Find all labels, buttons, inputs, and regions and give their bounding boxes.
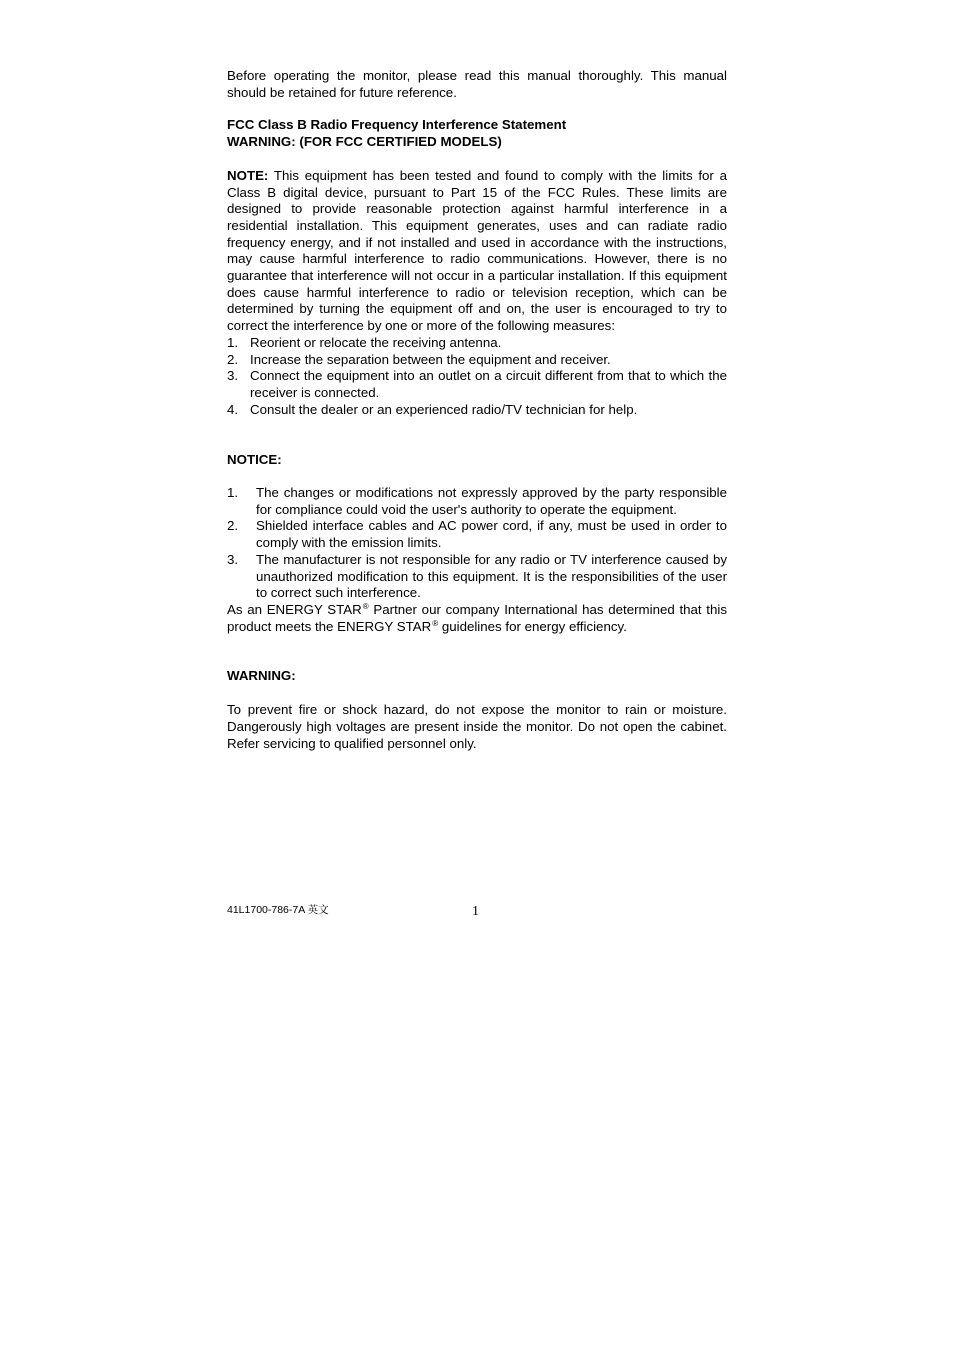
list-item-number: 1. bbox=[227, 334, 239, 350]
list-item bbox=[227, 402, 727, 419]
note-paragraph bbox=[227, 168, 727, 335]
list-item-number: 4. bbox=[227, 401, 239, 417]
fcc-heading-block bbox=[227, 117, 727, 150]
warning-paragraph: To prevent fire or shock hazard, do not expose the monitor to rain or moisture. Dangerously high voltages are present inside the monitor. Do not open the cabinet. Refer servicing to qualified personnel only. bbox=[227, 702, 727, 751]
list-item-text: Shielded interface cables and AC power cord, if any, must be used in order to comply with the emission limits. bbox=[256, 518, 727, 551]
list-item-text: The manufacturer is not responsible for any radio or TV interference caused by unauthorized modification to this equipment. It is the responsibilities of the user to correct such interference. bbox=[256, 551, 727, 601]
energy-text-1: As an ENERGY STAR bbox=[227, 601, 362, 617]
list-item-text: The changes or modifications not expressly approved by the party responsible for compliance could void the user's authority to operate the equipment. bbox=[256, 485, 727, 517]
list-item-number: 2. bbox=[227, 351, 239, 367]
energy-text-3: guidelines for energy efficiency. bbox=[438, 618, 627, 634]
list-item bbox=[227, 485, 727, 518]
list-item bbox=[227, 352, 727, 369]
list-item bbox=[227, 552, 727, 602]
footer-document-code: 41L1700-786-7A 英文 bbox=[227, 904, 329, 916]
energy-star-paragraph bbox=[227, 602, 727, 635]
list-item-number: 3. bbox=[227, 551, 239, 567]
warning-heading: WARNING: bbox=[227, 668, 296, 684]
notice-list bbox=[227, 485, 727, 602]
notice-heading: NOTICE: bbox=[227, 452, 282, 468]
fcc-warning-title: WARNING: (FOR FCC CERTIFIED MODELS) bbox=[227, 134, 502, 150]
document-page bbox=[227, 68, 727, 752]
list-item bbox=[227, 518, 727, 551]
list-item-number: 1. bbox=[227, 485, 239, 501]
note-label: NOTE: bbox=[227, 167, 269, 183]
list-item-number: 3. bbox=[227, 368, 239, 384]
list-item-text: Increase the separation between the equipment and receiver. bbox=[250, 351, 611, 367]
note-text: This equipment has been tested and found to comply with the limits for a Class B digital device, pursuant to Part 15 of the FCC Rules. These limits are designed to provide reasonable protection against harmful interference in a residential installation. This equipment generates, uses and can radiate radio frequency energy, and if not installed and used in accordance with the instructions, may cause harmful interference to radio communications. However, there is no guarantee that interference will not occur in a particular installation. If this equipment does cause harmful interference to radio or television reception, which can be determined by turning the equipment off and on, the user is encouraged to try to correct the interference by one or more of the following measures: bbox=[227, 167, 727, 334]
list-item bbox=[227, 335, 727, 352]
energy-text-2: Partner our company International has determined that this product meets the ENERGY STAR bbox=[227, 601, 728, 634]
list-item bbox=[227, 368, 727, 401]
intro-paragraph: Before operating the monitor, please read this manual thoroughly. This manual should be retained for future reference. bbox=[227, 68, 727, 100]
list-item-text: Consult the dealer or an experienced radio/TV technician for help. bbox=[250, 401, 638, 417]
list-item-text: Connect the equipment into an outlet on a circuit different from that to which the receiver is connected. bbox=[250, 368, 727, 400]
list-item-text: Reorient or relocate the receiving antenna. bbox=[250, 334, 502, 350]
measures-list bbox=[227, 335, 727, 419]
registered-mark: ® bbox=[432, 618, 439, 628]
page-number: 1 bbox=[472, 904, 479, 919]
fcc-title: FCC Class B Radio Frequency Interference Statement bbox=[227, 117, 567, 133]
list-item-number: 2. bbox=[227, 518, 239, 534]
registered-mark: ® bbox=[362, 601, 369, 611]
